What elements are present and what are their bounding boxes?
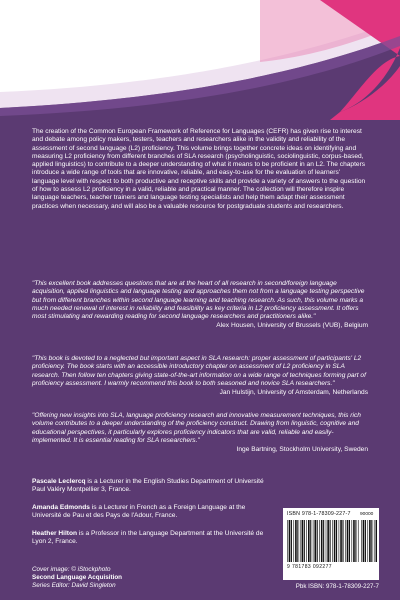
- series-title: Second Language Acquisition: [32, 574, 123, 581]
- author-bio: [32, 478, 272, 495]
- author-name: Heather Hilton: [32, 530, 78, 537]
- book-description: The creation of the Common European Framework of Reference for Languages (CEFR) has given rise to interest and debate among policy makers, testers, teachers and researchers alike in the validity and reliability of the assessment of second language (L2) proficiency. This volume brings together concrete ideas on identifying and measuring L2 proficiency from different branches of SLA research (psycholinguistic, sociolinguistic, corpus-based, applied linguistics) to contribute to a deeper understanding of what it means to be proficient in an L2. The chapters introduce a wide range of tools that are innovative, reliable, and easy-to-use for the evaluation of learners' language level with respect to both productive and receptive skills and provide a variety of answers to the question of how to assess L2 proficiency in a valid, reliable and practical manner. The collection will therefore inspire language teachers, teacher trainers and language testing specialists and help them adapt their assessment practices when necessary, and will also be a valuable resource for postgraduate students and researchers.: [32, 128, 366, 210]
- cover-image-credit: Cover image: © iStockphoto: [32, 566, 111, 573]
- quote-text: "This excellent book addresses questions that are at the heart of all research in second/foreign language acquisition, applied linguistics and language testing and approaches them not from a language testing perspective but from different branches within second language learning and teaching research. As such, this volume marks a much needed renewal of interest in reliability and feasibility as key criteria in L2 proficiency assessment. It offers most stimulating and rewarding reading for second language researchers and practitioners alike.": [32, 280, 365, 321]
- quote-text: "This book is devoted to a neglected but important aspect in SLA research: proper assessment of participants' L2 proficiency. The book starts with an accessible introductory chapter on assessment of L2 proficiency in SLA research. Then follow ten chapters giving state-of-the-art information on a wide range of techniques forming part of proficiency assessment. I warmly recommend this book to both seasoned and novice SLA researchers.": [32, 355, 366, 387]
- quote-attribution: Jan Hulstijn, University of Amsterdam, Netherlands: [219, 389, 368, 397]
- decorative-swoosh-header: [0, 0, 400, 120]
- isbn-barcode: [283, 508, 379, 580]
- barcode-addon-bars: [361, 520, 377, 562]
- barcode-addon-number: 90000: [360, 512, 374, 517]
- quote-attribution: Alex Housen, University of Brussels (VUB), Belgium: [216, 322, 368, 330]
- endorsement-quote: [32, 355, 368, 397]
- author-bio-text: is a Professor in the Language Department at the Université de Lyon 2, France.: [32, 530, 264, 546]
- barcode-digits: 9 781783 092277: [287, 564, 332, 570]
- endorsement-quote: [32, 280, 368, 331]
- barcode-bars: [287, 520, 359, 562]
- author-name: Pascale Leclercq: [32, 478, 86, 485]
- pbk-isbn: Pbk ISBN: 978-1-78309-227-7: [295, 583, 379, 590]
- credits-block: [32, 566, 272, 590]
- endorsement-quote: [32, 412, 368, 454]
- author-name: Amanda Edmonds: [32, 504, 90, 511]
- quote-text: "Offering new insights into SLA, language proficiency research and innovative measurement techniques, this rich volume contributes to a deeper understanding of the proficiency construct. Drawing from linguistic, cognitive and educational perspectives, it particularly explores proficiency indicators that are valid, reliable and easily-implemented. It is essential reading for SLA researchers.": [32, 412, 361, 444]
- author-bio-text: is a Lecturer in French as a Foreign Language at the Université de Pau et des Pays de l'Adour, France.: [32, 504, 246, 520]
- quote-attribution: Inge Bartning, Stockholm University, Sweden: [236, 446, 368, 454]
- barcode-isbn-text: ISBN 978-1-78309-227-7: [287, 511, 351, 517]
- author-bio: [32, 530, 272, 547]
- author-bio-text: is a Lecturer in the English Studies Department of Université Paul Valéry Montpellier 3, France.: [32, 478, 264, 494]
- series-editor: Series Editor: David Singleton: [32, 582, 116, 589]
- author-bio: [32, 504, 272, 521]
